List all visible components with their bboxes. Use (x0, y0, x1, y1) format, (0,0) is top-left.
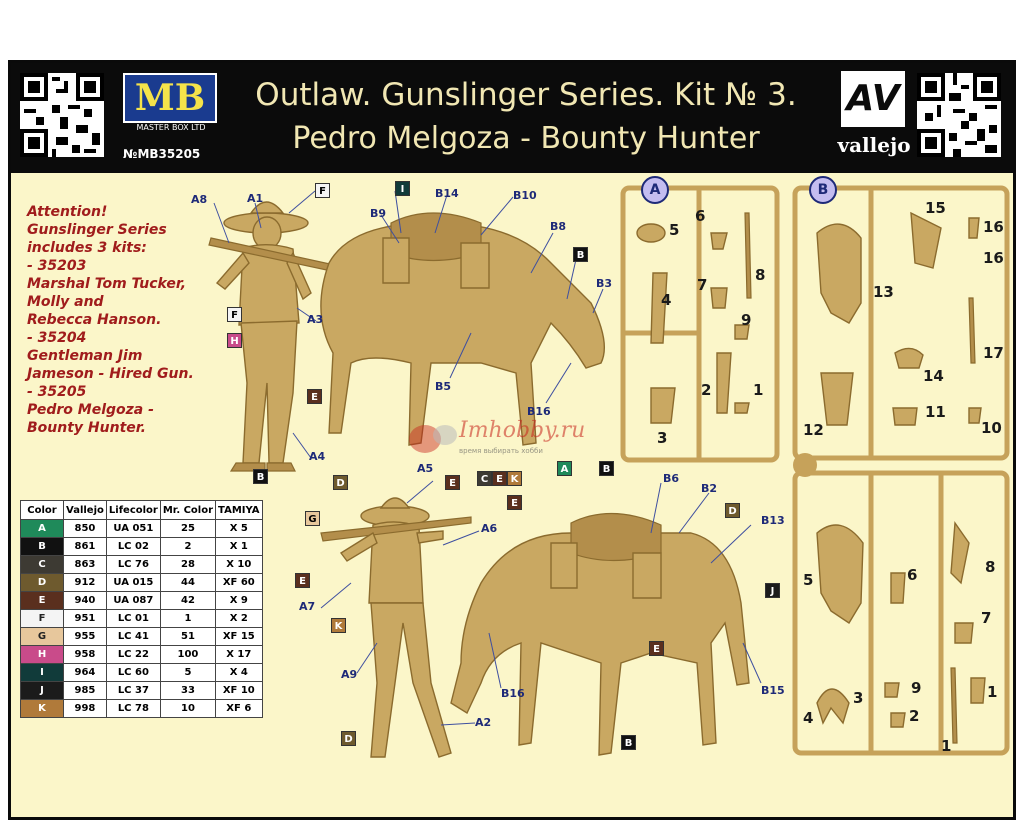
table-cell-mr-color: 42 (160, 592, 215, 610)
table-cell-tamiya: X 17 (216, 646, 262, 664)
color-callout-f: F (315, 183, 330, 198)
sprue-b-part-number: 16 (983, 218, 1004, 236)
table-cell-tamiya: X 10 (216, 556, 262, 574)
table-cell-lifecolor: UA 015 (106, 574, 160, 592)
sprue-b-part-number: 11 (925, 403, 946, 421)
watermark-subtext: время выбирать хобби (459, 447, 543, 455)
color-callout-k: K (507, 471, 522, 486)
color-callout-e: E (307, 389, 322, 404)
table-cell-lifecolor: LC 41 (106, 628, 160, 646)
part-label-a3: A3 (307, 313, 324, 326)
table-cell-tamiya: XF 10 (216, 682, 262, 700)
table-cell-vallejo: 850 (64, 520, 107, 538)
sprue-b-badge: B (809, 176, 837, 204)
color-swatch: B (21, 538, 64, 556)
table-cell-tamiya: X 9 (216, 592, 262, 610)
vallejo-logo: AV (841, 71, 905, 127)
attention-line: includes 3 kits: (27, 240, 147, 256)
table-cell-vallejo: 955 (64, 628, 107, 646)
color-callout-k: K (331, 618, 346, 633)
color-swatch: K (21, 700, 64, 718)
color-swatch: E (21, 592, 64, 610)
color-swatch: J (21, 682, 64, 700)
attention-line: - 35203 (27, 258, 87, 274)
table-header: Mr. Color (160, 501, 215, 520)
table-header: Color (21, 501, 64, 520)
part-label-a4: A4 (309, 450, 326, 463)
color-callout-d: D (341, 731, 356, 746)
table-cell-mr-color: 1 (160, 610, 215, 628)
color-swatch: H (21, 646, 64, 664)
table-header: TAMIYA (216, 501, 262, 520)
table-cell-vallejo: 958 (64, 646, 107, 664)
part-label-b2: B2 (701, 482, 718, 495)
sprue-b-part-number: 8 (985, 558, 996, 576)
table-cell-mr-color: 25 (160, 520, 215, 538)
sprue-a-part-number: 2 (701, 381, 712, 399)
sprue-b-part-number: 1 (987, 683, 998, 701)
horse-figure-bottom (451, 513, 749, 755)
table-cell-lifecolor: UA 051 (106, 520, 160, 538)
table-cell-mr-color: 10 (160, 700, 215, 718)
color-swatch: G (21, 628, 64, 646)
table-cell-mr-color: 28 (160, 556, 215, 574)
table-cell-vallejo: 940 (64, 592, 107, 610)
table-cell-lifecolor: LC 22 (106, 646, 160, 664)
sprue-a-part-number: 5 (669, 221, 680, 239)
part-label-a9: A9 (341, 668, 358, 681)
master-box-logo: MB (123, 73, 217, 123)
color-callout-e: E (295, 573, 310, 588)
table-cell-lifecolor: LC 01 (106, 610, 160, 628)
color-swatch: C (21, 556, 64, 574)
attention-line: - 35204 (27, 330, 87, 346)
attention-line: Molly and (27, 294, 104, 310)
part-label-b16-bottom: B16 (501, 687, 525, 700)
attention-line: Pedro Melgoza - (27, 402, 154, 418)
attention-line: Jameson - Hired Gun. (27, 366, 194, 382)
sprue-b-part-number: 3 (853, 689, 864, 707)
color-callout-e: E (507, 495, 522, 510)
color-callout-d: D (725, 503, 740, 518)
color-callout-b: B (253, 469, 268, 484)
sprue-a-part-number: 7 (697, 276, 708, 294)
color-callout-j: J (765, 583, 780, 598)
color-callout-b: B (599, 461, 614, 476)
table-cell-tamiya: XF 15 (216, 628, 262, 646)
color-callout-b: B (573, 247, 588, 262)
sprue-b-part-number: 17 (983, 344, 1004, 362)
master-box-subtitle: MASTER BOX LTD (136, 123, 206, 132)
table-header: Vallejo (64, 501, 107, 520)
table-cell-lifecolor: LC 02 (106, 538, 160, 556)
part-label-a1: A1 (247, 192, 264, 205)
table-cell-tamiya: X 1 (216, 538, 262, 556)
attention-line: Gunslinger Series (27, 222, 167, 238)
table-cell-mr-color: 5 (160, 664, 215, 682)
color-callout-e: E (649, 641, 664, 656)
table-cell-mr-color: 33 (160, 682, 215, 700)
table-cell-vallejo: 985 (64, 682, 107, 700)
table-cell-vallejo: 912 (64, 574, 107, 592)
table-cell-lifecolor: LC 60 (106, 664, 160, 682)
part-label-b6: B6 (663, 472, 680, 485)
part-label-b8: B8 (550, 220, 567, 233)
sprue-b-part-number: 5 (803, 571, 814, 589)
color-swatch: I (21, 664, 64, 682)
table-cell-lifecolor: LC 78 (106, 700, 160, 718)
sprue-a-part-number: 3 (657, 429, 668, 447)
table-cell-vallejo: 998 (64, 700, 107, 718)
attention-line: Bounty Hunter. (27, 420, 146, 436)
sprue-a-part-number: 6 (695, 207, 706, 225)
attention-line: Gentleman Jim (27, 348, 143, 364)
color-callout-h: H (227, 333, 242, 348)
part-label-a2: A2 (475, 716, 492, 729)
part-label-b14: B14 (435, 187, 459, 200)
color-callout-g: G (305, 511, 320, 526)
color-callout-d: D (333, 475, 348, 490)
color-callout-f: F (227, 307, 242, 322)
table-cell-vallejo: 861 (64, 538, 107, 556)
sprue-b-part-number: 15 (925, 199, 946, 217)
kit-code: №MB35205 (123, 147, 201, 161)
table-cell-mr-color: 2 (160, 538, 215, 556)
sprue-b-part-number: 12 (803, 421, 824, 439)
attention-line: Attention! (27, 204, 108, 220)
part-label-b10: B10 (513, 189, 537, 202)
table-cell-mr-color: 44 (160, 574, 215, 592)
instruction-sheet (8, 60, 1016, 820)
sprue-a-part-number: 1 (753, 381, 764, 399)
part-label-a7: A7 (299, 600, 316, 613)
table-cell-mr-color: 51 (160, 628, 215, 646)
sprue-b-part-number: 7 (981, 609, 992, 627)
part-label-b3: B3 (596, 277, 613, 290)
color-callout-i: I (395, 181, 410, 196)
sprue-b-part-number: 16 (983, 249, 1004, 267)
part-label-a5: A5 (417, 462, 434, 475)
table-cell-mr-color: 100 (160, 646, 215, 664)
attention-line: - 35205 (27, 384, 87, 400)
color-callout-b: B (621, 735, 636, 750)
table-cell-lifecolor: LC 37 (106, 682, 160, 700)
sprue-b-part-number: 1 (941, 737, 952, 755)
part-label-b9: B9 (370, 207, 387, 220)
table-cell-vallejo: 951 (64, 610, 107, 628)
part-label-b5: B5 (435, 380, 452, 393)
color-swatch: A (21, 520, 64, 538)
table-cell-vallejo: 964 (64, 664, 107, 682)
part-label-a6: A6 (481, 522, 498, 535)
sprue-b-part-number: 10 (981, 419, 1002, 437)
sprue-b-part-number: 6 (907, 566, 918, 584)
part-label-b13: B13 (761, 514, 785, 527)
color-swatch: F (21, 610, 64, 628)
part-label-b16-top: B16 (527, 405, 551, 418)
sprue-a-part-number: 9 (741, 311, 752, 329)
color-callout-c: C (477, 471, 492, 486)
color-swatch: D (21, 574, 64, 592)
sprue-b-part-number: 4 (803, 709, 814, 727)
title-line-2: Pedro Melgoza - Bounty Hunter (292, 121, 760, 156)
color-callout-e: E (492, 471, 507, 486)
sprue-b-frame (793, 188, 1007, 753)
table-cell-lifecolor: LC 76 (106, 556, 160, 574)
table-header: Lifecolor (106, 501, 160, 520)
sprue-b-part-number: 14 (923, 367, 944, 385)
color-callout-a: A (557, 461, 572, 476)
color-callout-e: E (445, 475, 460, 490)
part-label-a8: A8 (191, 193, 208, 206)
sprue-a-part-number: 4 (661, 291, 672, 309)
sprue-b-part-number: 13 (873, 283, 894, 301)
table-cell-tamiya: XF 60 (216, 574, 262, 592)
attention-line: Rebecca Hanson. (27, 312, 162, 328)
title-line-1: Outlaw. Gunslinger Series. Kit № 3. (255, 77, 797, 113)
table-cell-tamiya: X 2 (216, 610, 262, 628)
sprue-a-badge: A (641, 176, 669, 204)
part-label-b15: B15 (761, 684, 785, 697)
table-cell-lifecolor: UA 087 (106, 592, 160, 610)
sprue-a-part-number: 8 (755, 266, 766, 284)
table-cell-tamiya: XF 6 (216, 700, 262, 718)
table-cell-tamiya: X 4 (216, 664, 262, 682)
vallejo-wordmark: vallejo (837, 133, 911, 157)
table-cell-vallejo: 863 (64, 556, 107, 574)
attention-line: Marshal Tom Tucker, (27, 276, 187, 292)
watermark-text: Imhobby.ru (459, 418, 586, 443)
sprue-b-part-number: 9 (911, 679, 922, 697)
horse-figure-top (321, 213, 604, 445)
sprue-b-part-number: 2 (909, 707, 920, 725)
table-cell-tamiya: X 5 (216, 520, 262, 538)
